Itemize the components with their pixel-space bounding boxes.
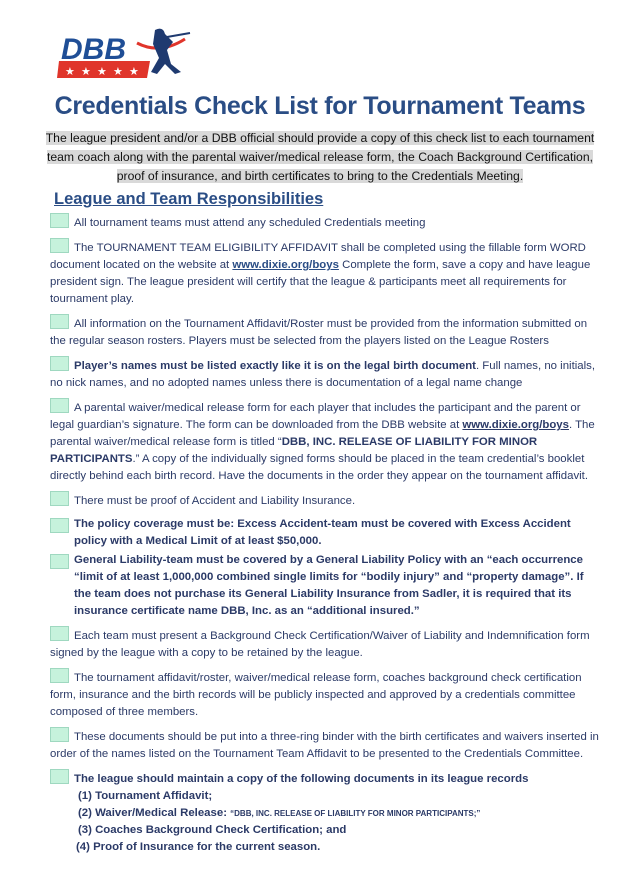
checklist-item [50, 668, 602, 721]
item-text: All tournament teams must attend any scheduled Credentials meeting [74, 217, 426, 229]
item-text: .” A copy of the individually signed forms should be placed in the team credential’s booklet directly behind each birth record. Have the documents in the order they appear on the tournament affidavit. [50, 453, 589, 482]
checklist-item [50, 769, 602, 856]
sub-item: (3) Coaches Background Check Certification; and [78, 824, 347, 836]
item-text: Complete the form, save a copy and have league president sign. The league president will certify that the league & participants meet all requirements for tournament play. [50, 259, 591, 305]
dixie-link[interactable]: www.dixie.org/boys [232, 259, 339, 271]
item-text: . The parental waiver/medical release form is titled “ [50, 419, 595, 448]
checklist [50, 0, 602, 856]
item-bold-text: DBB, INC. RELEASE OF LIABILITY FOR MINOR PARTICIPANTS [50, 436, 538, 465]
item-text: All information on the Tournament Affidavit/Roster must be provided from the information submitted on the regular season rosters. Players must be selected from the players listed on the League Rosters [50, 318, 588, 347]
svg-text:★: ★ [81, 65, 91, 78]
dixie-link[interactable]: www.dixie.org/boys [462, 419, 569, 431]
intro-line: proof of insurance, and birth certificates to bring to the Credentials Meeting. [116, 169, 524, 183]
checklist-item [50, 626, 602, 662]
checkbox[interactable] [50, 356, 69, 371]
sub-item-text: (2) Waiver/Medical Release: [78, 807, 231, 819]
checkbox[interactable] [50, 769, 69, 784]
checklist-item [50, 516, 602, 550]
checkbox[interactable] [50, 491, 69, 506]
item-text: The TOURNAMENT TEAM ELIGIBILITY AFFIDAVIT shall be completed using the fillable form WORD document located on the website at [50, 242, 586, 271]
checklist-item [50, 238, 602, 308]
svg-text:★: ★ [129, 65, 139, 78]
item-text: The league should maintain a copy of the following documents in its league records [74, 773, 529, 785]
item-text: . Full names, no initials, no nick names, and no adopted names unless there is documentation of a legal name change [50, 360, 595, 389]
intro-line: The league president and/or a DBB official should provide a copy of this check list to each tournament [45, 131, 595, 145]
checkbox[interactable] [50, 626, 69, 641]
checkbox[interactable] [50, 668, 69, 683]
intro-line: team coach along with the parental waiver/medical release form, the Coach Background Certification, [46, 150, 593, 164]
item-text: The policy coverage must be: Excess Accident-team must be covered with Excess Accident policy with a Medical Limit of at least $50,000. [74, 518, 571, 547]
sub-item: (1) Tournament Affidavit; [78, 790, 213, 802]
checklist-item [50, 727, 602, 763]
checklist-item [50, 491, 602, 510]
checkbox[interactable] [50, 314, 69, 329]
svg-text:DBB: DBB [61, 33, 126, 66]
checkbox[interactable] [50, 238, 69, 253]
checklist-item [50, 398, 602, 485]
item-text: The tournament affidavit/roster, waiver/medical release form, coaches background check certification form, insurance and the birth records will be publicly inspected and approved by a credentials committee composed of three members. [50, 672, 582, 718]
checklist-item [50, 356, 602, 392]
sub-item: (4) Proof of Insurance for the current season. [76, 841, 321, 853]
svg-text:★: ★ [113, 65, 123, 78]
sub-item-small-text: “DBB, INC. RELEASE OF LIABILITY FOR MINOR PARTICIPANTS;” [230, 809, 481, 818]
svg-text:★: ★ [97, 65, 107, 78]
section-heading: League and Team Responsibilities [54, 190, 324, 208]
page-title: Credentials Check List for Tournament Teams [54, 92, 586, 120]
sub-item [50, 805, 602, 822]
checkbox[interactable] [50, 727, 69, 742]
checklist-item [50, 552, 602, 620]
item-text: General Liability-team must be covered by a General Liability Policy with an “each occurrence “limit of at least 1,000,000 combined single limits for “bodily injury” and “property damage”. If the team does not purchase its General Liability Insurance from Sadler, it is required that its insurance certificate name DBB, Inc. as an “additional insured.” [74, 554, 584, 617]
item-bold-text: Player’s names must be listed exactly like it is on the legal birth document [74, 360, 476, 372]
checkbox[interactable] [50, 518, 69, 533]
item-text: These documents should be put into a three-ring binder with the birth certificates and waivers inserted in order of the names listed on the Tournament Team Affidavit to be presented to the Credentials Committee. [50, 731, 599, 760]
item-text: There must be proof of Accident and Liability Insurance. [74, 495, 356, 507]
checklist-item [50, 314, 602, 350]
item-text: A parental waiver/medical release form for each player that includes the participant and the parent or legal guardian’s signature. The form can be downloaded from the DBB website at [50, 402, 581, 431]
checklist-item [50, 213, 602, 232]
svg-text:★: ★ [65, 65, 75, 78]
checkbox[interactable] [50, 554, 69, 569]
item-text: Each team must present a Background Check Certification/Waiver of Liability and Indemnification form signed by the league with a copy to be retained by the league. [50, 630, 590, 659]
checkbox[interactable] [50, 398, 69, 413]
checkbox[interactable] [50, 213, 69, 228]
